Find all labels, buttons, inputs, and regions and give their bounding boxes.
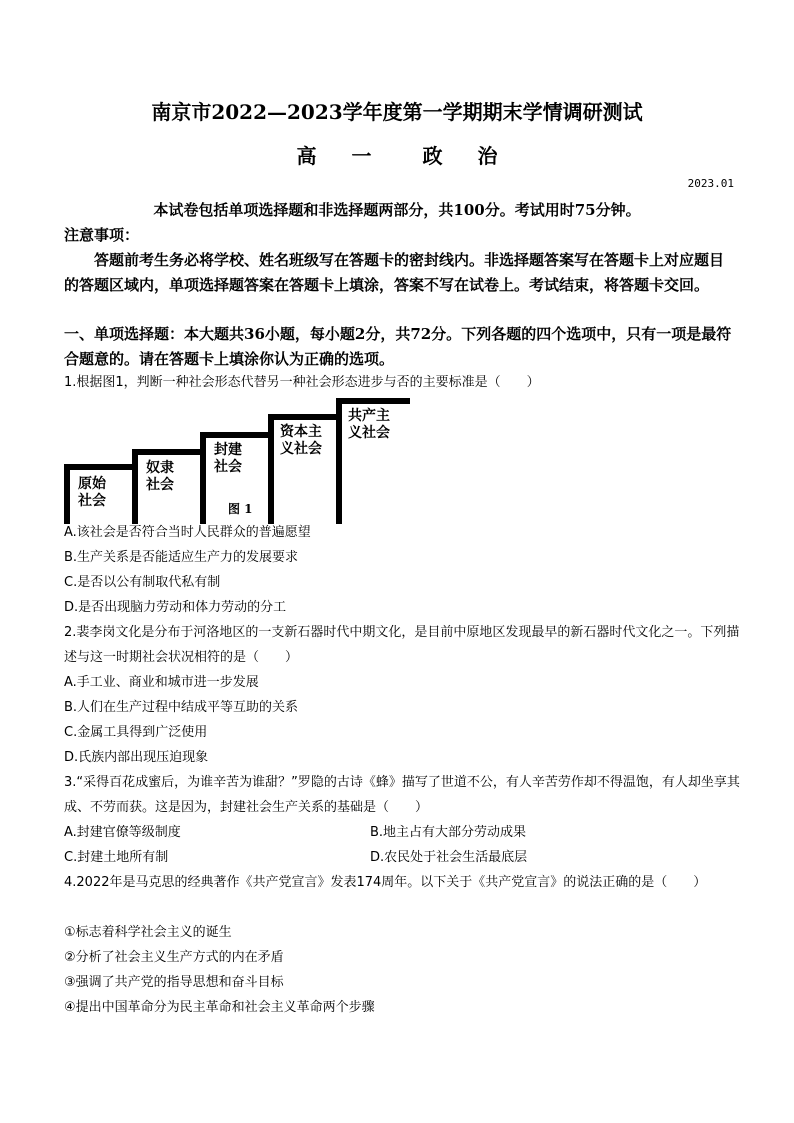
q3-option-a: A.封建官僚等级制度 bbox=[64, 825, 181, 840]
stair-label: 奴隶 社会 bbox=[146, 460, 174, 493]
q1-option-c: C.是否以公有制取代私有制 bbox=[64, 575, 221, 590]
notice-title: 注意事项： bbox=[64, 226, 140, 244]
q4-item-2: ②分析了社会主义生产方式的内在矛盾 bbox=[64, 950, 284, 965]
subtitle-char: 政 bbox=[422, 144, 443, 168]
exam-subtitle bbox=[0, 140, 794, 169]
stair-label: 原始 社会 bbox=[78, 476, 106, 509]
q2-option-c: C.金属工具得到广泛使用 bbox=[64, 725, 208, 740]
q2-option-d: D.氏族内部出现压迫现象 bbox=[64, 750, 209, 765]
figure-caption: 图 1 bbox=[228, 502, 253, 516]
exam-title: 南京市2022—2023学年度第一学期期末学情调研测试 bbox=[151, 100, 643, 124]
q4-item-3: ③强调了共产党的指导思想和奋斗目标 bbox=[64, 975, 284, 990]
q4-stem: 4.2022年是马克思的经典著作《共产党宣言》发表174周年。以下关于《共产党宣言》的说法正确的是（ ） bbox=[64, 875, 707, 890]
subtitle-char: 治 bbox=[477, 144, 498, 168]
q1-option-b: B.生产关系是否能适应生产力的发展要求 bbox=[64, 550, 299, 565]
subtitle-char: 高 bbox=[296, 144, 317, 168]
stair-label: 资本主 义社会 bbox=[280, 424, 322, 457]
stair-label: 封建 社会 bbox=[214, 442, 242, 475]
subtitle-char: 一 bbox=[351, 144, 372, 168]
q1-option-a: A.该社会是否符合当时人民群众的普遍愿望 bbox=[64, 525, 311, 540]
stair-label: 共产主 义社会 bbox=[348, 408, 390, 441]
q3-stem: 3.“采得百花成蜜后，为谁辛苦为谁甜？”罗隐的古诗《蜂》描写了世道不公，有人辛苦劳作却不得温饱，有人却坐享其成、不劳而获。这是因为，封建社会生产关系的基础是（ ） bbox=[64, 775, 740, 815]
q1-option-d: D.是否出现脑力劳动和体力劳动的分工 bbox=[64, 600, 287, 615]
exam-date: 2023.01 bbox=[687, 177, 734, 190]
notice-body: 答题前考生务必将学校、姓名班级写在答题卡的密封线内。非选择题答案写在答题卡上对应题目的答题区域内，单项选择题答案在答题卡上填涂，答案不写在试卷上。考试结束，将答题卡交回。 bbox=[64, 251, 725, 294]
q3-option-d: D.农民处于社会生活最底层 bbox=[370, 850, 528, 865]
q4-item-1: ①标志着科学社会主义的诞生 bbox=[64, 925, 232, 940]
q2-option-b: B.人们在生产过程中结成平等互助的关系 bbox=[64, 700, 299, 715]
section1-heading: 一、单项选择题：本大题共36小题，每小题2分，共72分。下列各题的四个选项中，只有一项是最符合题意的。请在答题卡上填涂你认为正确的选项。 bbox=[64, 325, 732, 368]
q3-option-c: C.封建土地所有制 bbox=[64, 850, 169, 865]
q2-stem: 2.裴李岗文化是分布于河洛地区的一支新石器时代中期文化，是目前中原地区发现最早的新石器时代文化之一。下列描述与这一时期社会状况相符的是（ ） bbox=[64, 625, 740, 665]
q3-option-b: B.地主占有大部分劳动成果 bbox=[370, 825, 527, 840]
q2-option-a: A.手工业、商业和城市进一步发展 bbox=[64, 675, 259, 690]
exam-intro: 本试卷包括单项选择题和非选择题两部分，共100分。考试用时75分钟。 bbox=[153, 201, 641, 219]
q4-item-4: ④提出中国革命分为民主革命和社会主义革命两个步骤 bbox=[64, 1000, 375, 1015]
q1-figure-staircase bbox=[64, 394, 404, 518]
q1-stem: 1.根据图1，判断一种社会形态代替另一种社会形态进步与否的主要标准是（ ） bbox=[64, 375, 540, 390]
